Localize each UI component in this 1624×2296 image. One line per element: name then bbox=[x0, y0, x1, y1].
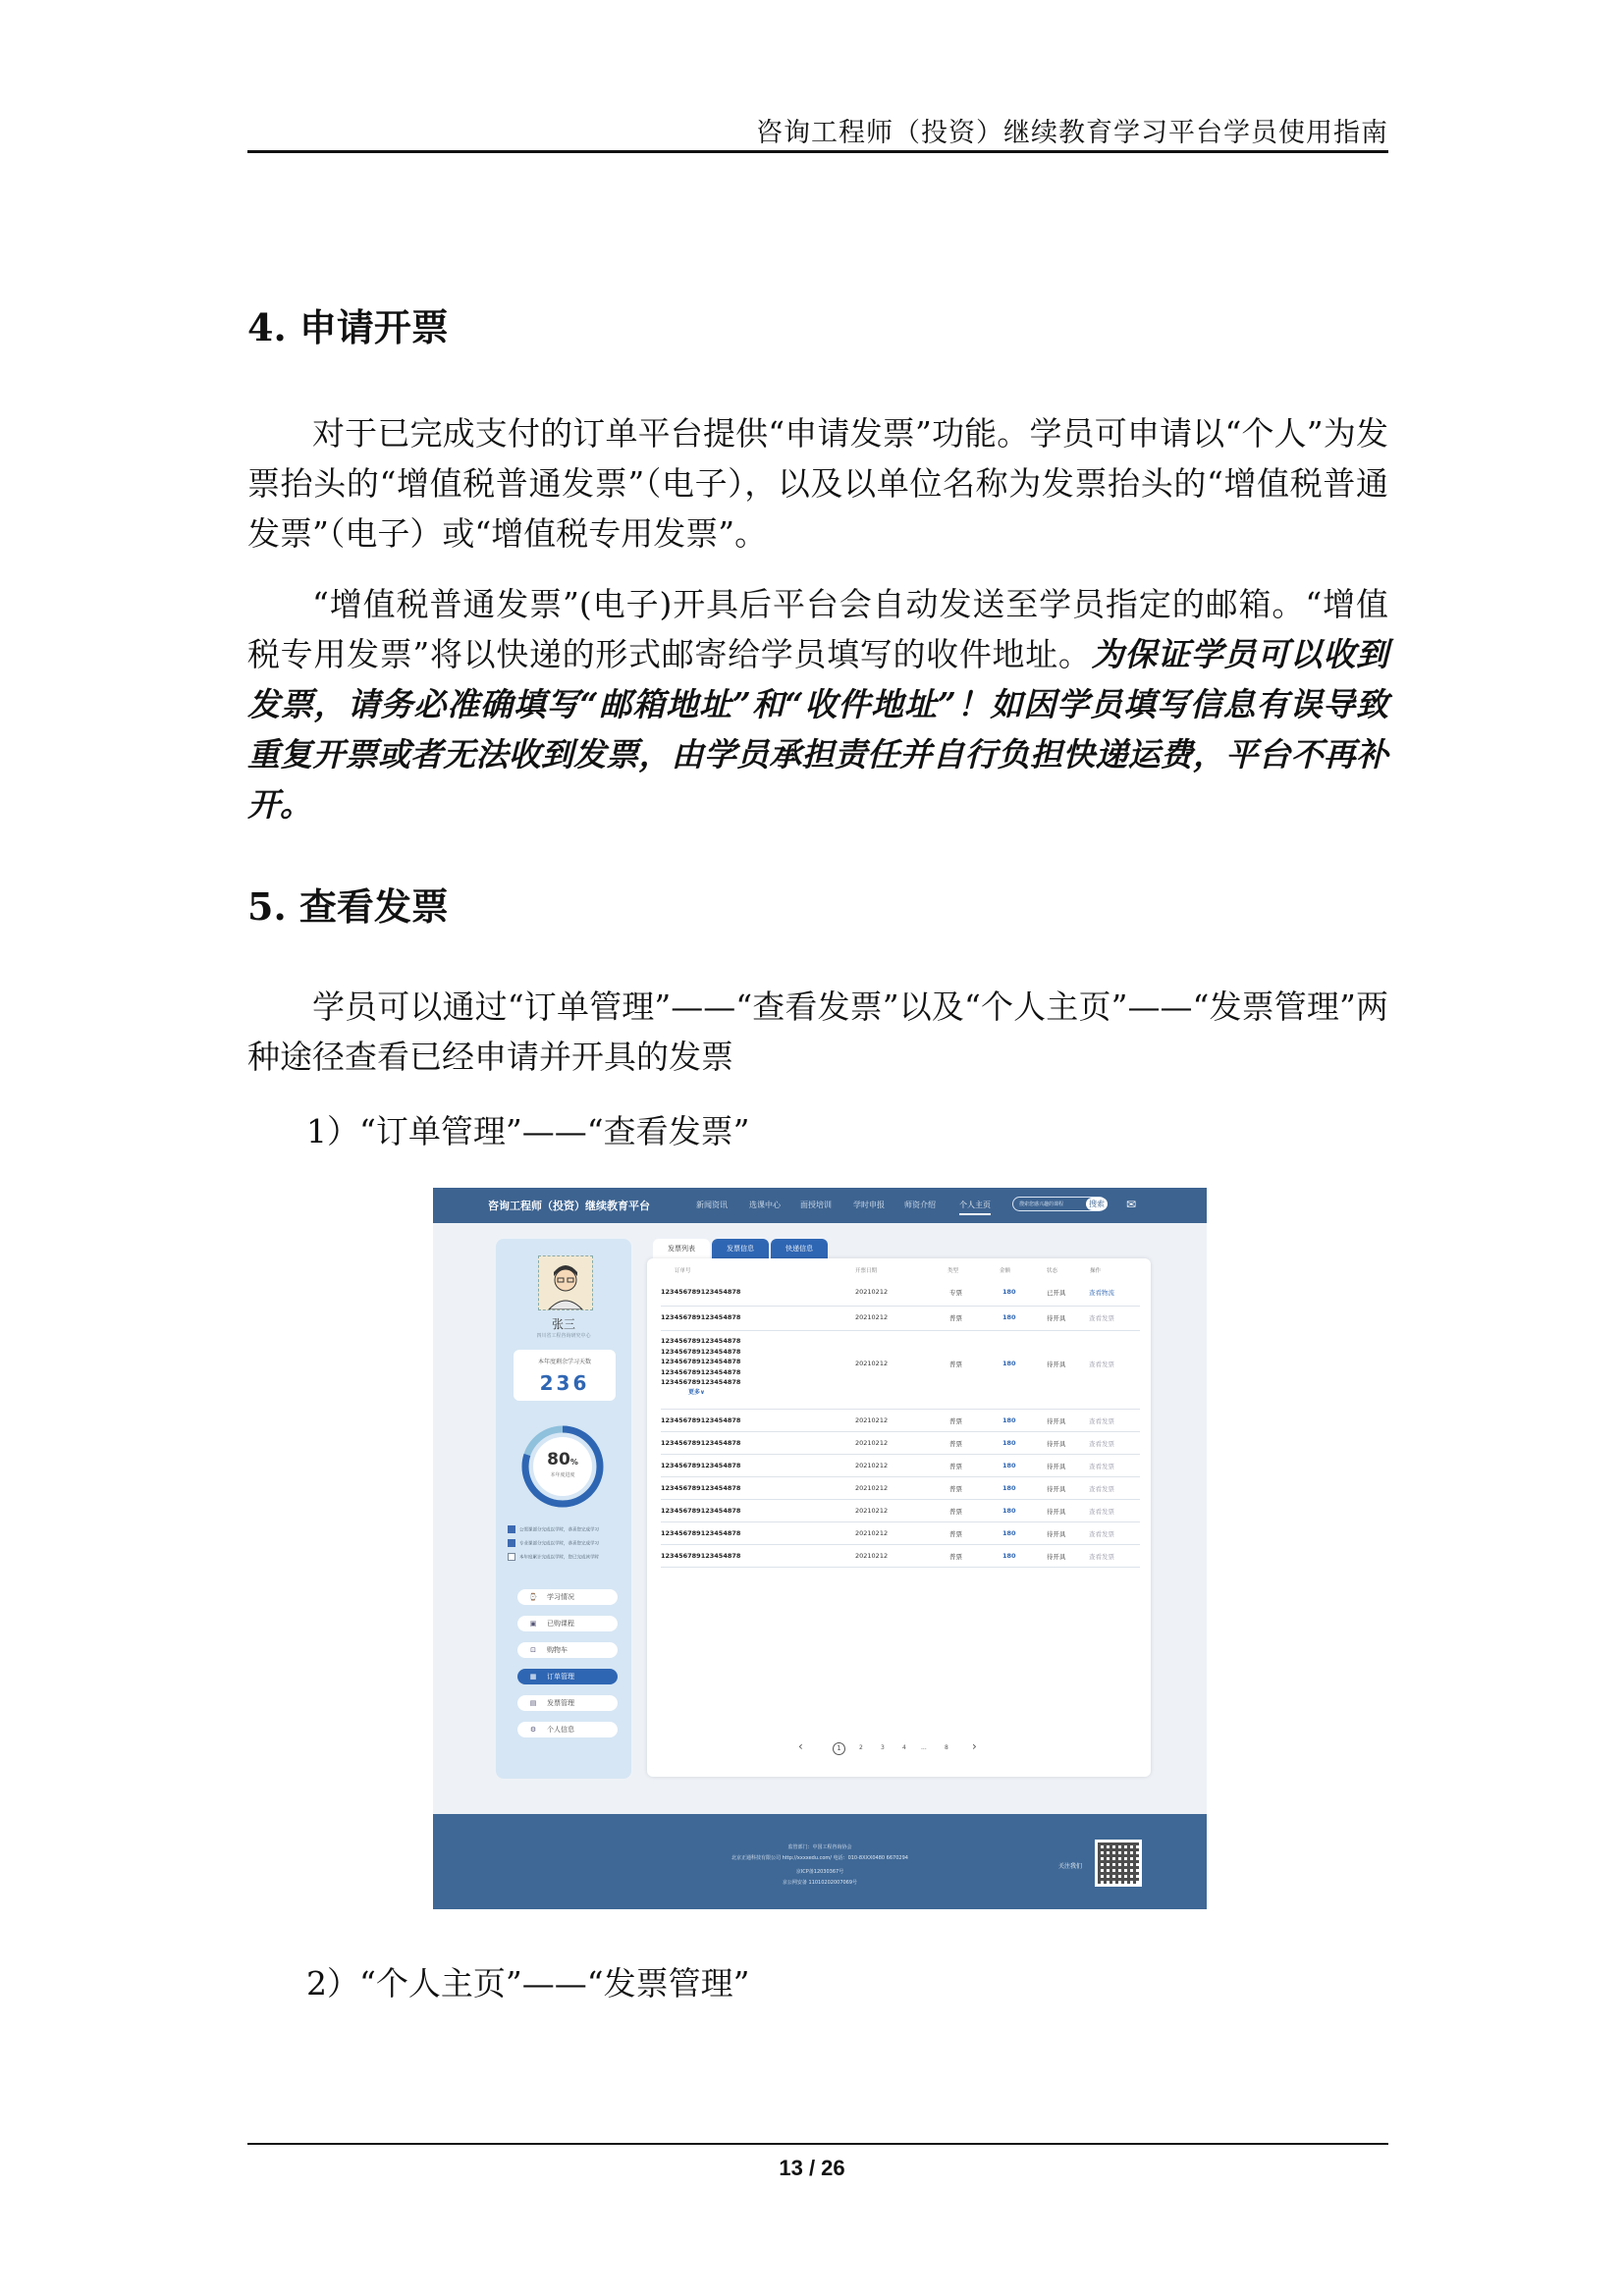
top-nav-bar bbox=[433, 1188, 1207, 1223]
invoice-status: 待开具 bbox=[1047, 1485, 1066, 1493]
table-row bbox=[661, 1476, 1140, 1500]
table-row bbox=[661, 1454, 1140, 1477]
column-header-amount: 金额 bbox=[1000, 1268, 1011, 1274]
invoice-date: 20210212 bbox=[855, 1439, 889, 1447]
more-orders-toggle[interactable]: 更多∨ bbox=[688, 1388, 705, 1396]
menu-order-management[interactable]: ▦ 订单管理 bbox=[517, 1669, 618, 1684]
order-number: 123456789123454878 bbox=[661, 1507, 741, 1515]
gear-icon: ⚙ bbox=[529, 1726, 537, 1734]
order-number: 123456789123454878 bbox=[661, 1416, 741, 1424]
column-header-order: 订单号 bbox=[675, 1268, 691, 1274]
invoice-status: 待开具 bbox=[1047, 1530, 1066, 1538]
site-footer bbox=[433, 1814, 1207, 1909]
invoice-date: 20210212 bbox=[855, 1552, 889, 1560]
page-1-button[interactable]: 1 bbox=[833, 1742, 845, 1755]
message-icon[interactable]: ✉ bbox=[1126, 1198, 1137, 1211]
invoice-date: 20210212 bbox=[855, 1484, 889, 1492]
table-row bbox=[661, 1431, 1140, 1455]
paragraph-2-normal-text: “增值税普通发票”(电子)开具后平台会自动发送至学员指定的邮箱。“增值税专用发票”将以快递的形式邮寄给学员填写的收件地址。 bbox=[247, 585, 1388, 673]
footer-supervisor: 监管部门：中国工程咨询协会 bbox=[787, 1844, 852, 1850]
invoice-status: 待开具 bbox=[1047, 1440, 1066, 1448]
column-header-type: 类型 bbox=[947, 1268, 959, 1274]
order-number: 123456789123454878 bbox=[661, 1462, 741, 1469]
nav-item-news[interactable]: 新闻资讯 bbox=[696, 1201, 728, 1209]
table-row bbox=[661, 1330, 1140, 1410]
follow-us-label: 关注我们 bbox=[1058, 1863, 1083, 1870]
invoice-status: 待开具 bbox=[1047, 1463, 1066, 1470]
avatar bbox=[538, 1255, 593, 1310]
order-number: 123456789123454878 bbox=[661, 1529, 741, 1537]
subsection-2-title: 2）“个人主页”——“发票管理” bbox=[306, 1964, 750, 2002]
cart-icon: ⊡ bbox=[530, 1646, 536, 1654]
prev-page-icon[interactable]: ‹ bbox=[798, 1739, 803, 1753]
section-5-heading: 5. 查看发票 bbox=[247, 884, 449, 929]
invoice-amount: 180 bbox=[1002, 1462, 1016, 1469]
invoice-amount: 180 bbox=[1002, 1313, 1016, 1321]
user-name: 张三 bbox=[551, 1317, 575, 1331]
order-management-screenshot bbox=[433, 1188, 1207, 1909]
column-header-action: 操作 bbox=[1090, 1268, 1102, 1274]
invoice-status: 已开具 bbox=[1047, 1289, 1066, 1297]
clock-icon: ⌚ bbox=[528, 1593, 538, 1601]
invoice-date: 20210212 bbox=[855, 1529, 889, 1537]
invoice-amount: 180 bbox=[1002, 1552, 1016, 1560]
menu-purchased-courses[interactable]: ▣ 已购课程 bbox=[517, 1616, 618, 1631]
order-number-list: 123456789123454878 123456789123454878 123456789123454878 123456789123454878 123456789123454878 更多∨ bbox=[661, 1336, 740, 1398]
order-number: 123456789123454878 bbox=[661, 1552, 741, 1560]
view-invoice-link[interactable]: 查看发票 bbox=[1089, 1508, 1114, 1516]
page-number: 13 / 26 bbox=[779, 2156, 845, 2180]
pagination-ellipsis: ... bbox=[921, 1744, 927, 1751]
completion-check-2: 专业课部分完成以学时，恭喜您完成学习 bbox=[508, 1539, 599, 1547]
tab-invoice-list[interactable]: 发票列表 bbox=[653, 1239, 710, 1258]
invoice-type: 普票 bbox=[949, 1417, 962, 1425]
section-5-paragraph: 学员可以通过“订单管理”——“查看发票”以及“个人主页”——“发票管理”两种途径查看已经申请并开具的发票 bbox=[247, 988, 1388, 1076]
menu-invoice-management[interactable]: ▤ 发票管理 bbox=[517, 1695, 618, 1711]
order-number: 123456789123454878 bbox=[661, 1439, 741, 1447]
page-4-button[interactable]: 4 bbox=[902, 1744, 906, 1751]
nav-item-hours[interactable]: 学时申报 bbox=[853, 1201, 885, 1209]
invoice-type: 普票 bbox=[949, 1440, 962, 1448]
search-button[interactable]: 搜索 bbox=[1086, 1198, 1108, 1210]
running-header: 咨询工程师（投资）继续教育学习平台学员使用指南 bbox=[756, 118, 1388, 148]
invoice-type: 普票 bbox=[949, 1314, 962, 1322]
menu-personal-info[interactable]: ⚙ 个人信息 bbox=[517, 1722, 618, 1737]
invoice-type: 普票 bbox=[949, 1485, 962, 1493]
nav-item-training[interactable]: 面授培训 bbox=[800, 1201, 832, 1209]
view-invoice-link[interactable]: 查看发票 bbox=[1089, 1485, 1114, 1493]
section-4-paragraph-1: 对于已完成支付的订单平台提供“申请发票”功能。学员可申请以“个人”为发票抬头的“增值税普通发票”（电子），以及以单位名称为发票抬头的“增值税普通发票”（电子）或“增值税专用发票”。 bbox=[247, 414, 1388, 553]
view-invoice-link[interactable]: 查看发票 bbox=[1089, 1553, 1114, 1561]
view-invoice-link[interactable]: 查看发票 bbox=[1089, 1530, 1114, 1538]
invoice-amount: 180 bbox=[1002, 1288, 1016, 1296]
footer-police-record: 京公网安备 11010202007069号 bbox=[782, 1880, 858, 1886]
remaining-days-card bbox=[514, 1350, 616, 1401]
profile-sidebar bbox=[496, 1239, 631, 1779]
remaining-days-label: 本年度剩余学习天数 bbox=[537, 1359, 591, 1365]
qr-code bbox=[1095, 1840, 1142, 1887]
column-header-date: 开票日期 bbox=[855, 1268, 878, 1274]
tab-delivery-info[interactable]: 快递信息 bbox=[771, 1239, 828, 1258]
invoice-date: 20210212 bbox=[855, 1462, 889, 1469]
invoice-status: 待开具 bbox=[1047, 1417, 1066, 1425]
invoice-type: 普票 bbox=[949, 1553, 962, 1561]
invoice-amount: 180 bbox=[1002, 1439, 1016, 1447]
menu-study-status[interactable]: ⌚ 学习情况 bbox=[517, 1589, 618, 1605]
table-row bbox=[661, 1499, 1140, 1522]
header-rule bbox=[247, 150, 1388, 153]
invoice-status: 待开具 bbox=[1047, 1508, 1066, 1516]
invoice-type: 普票 bbox=[949, 1463, 962, 1470]
view-logistics-link[interactable]: 查看物流 bbox=[1089, 1289, 1114, 1297]
invoice-amount: 180 bbox=[1002, 1507, 1016, 1515]
paragraph-2-emphasis-text: 为保证学员可以收到发票，请务必准确填写“邮箱地址”和“收件地址”！如因学员填写信息有误导致重复开票或者无法收到发票，由学员承担责任并自行负担快递运费，平台不再补开。 bbox=[247, 635, 1389, 824]
table-row bbox=[661, 1276, 1140, 1307]
invoice-type: 普票 bbox=[949, 1361, 962, 1368]
table-row bbox=[661, 1522, 1140, 1545]
order-icon: ▦ bbox=[529, 1673, 537, 1681]
view-invoice-link[interactable]: 查看发票 bbox=[1089, 1361, 1114, 1368]
page-3-button[interactable]: 3 bbox=[881, 1744, 885, 1751]
invoice-amount: 180 bbox=[1002, 1360, 1016, 1367]
table-row bbox=[661, 1544, 1140, 1568]
menu-cart[interactable]: ⊡ 购物车 bbox=[517, 1642, 618, 1658]
checked-icon bbox=[508, 1539, 515, 1547]
invoice-status: 待开具 bbox=[1047, 1553, 1066, 1561]
tab-invoice-info[interactable]: 发票信息 bbox=[712, 1239, 769, 1258]
next-page-icon[interactable]: › bbox=[972, 1739, 977, 1753]
view-invoice-link[interactable]: 查看发票 bbox=[1089, 1417, 1114, 1425]
invoice-table-card bbox=[647, 1258, 1151, 1777]
invoice-type: 普票 bbox=[949, 1508, 962, 1516]
footer-icp: 京ICP备12030367号 bbox=[795, 1869, 844, 1875]
unchecked-icon bbox=[508, 1553, 515, 1561]
invoice-date: 20210212 bbox=[855, 1416, 889, 1424]
page-2-button[interactable]: 2 bbox=[859, 1744, 863, 1751]
section-4-paragraph-2 bbox=[247, 579, 1388, 829]
footer-rule bbox=[247, 2143, 1388, 2145]
search-input[interactable]: 搜索您感兴趣的课程 bbox=[1012, 1197, 1107, 1211]
invoice-type: 普票 bbox=[949, 1530, 962, 1538]
order-number: 123456789123454878 bbox=[661, 1484, 741, 1492]
completion-check-1: 公需课部分完成以学时，恭喜您完成学习 bbox=[508, 1525, 599, 1533]
invoice-date: 20210212 bbox=[855, 1360, 889, 1367]
subsection-1-title: 1）“订单管理”——“查看发票” bbox=[306, 1112, 750, 1150]
column-header-status: 状态 bbox=[1047, 1268, 1058, 1274]
invoice-date: 20210212 bbox=[855, 1288, 889, 1296]
view-invoice-link[interactable]: 查看发票 bbox=[1089, 1440, 1114, 1448]
invoice-amount: 180 bbox=[1002, 1484, 1016, 1492]
nav-item-teachers[interactable]: 师资介绍 bbox=[904, 1201, 936, 1209]
page-8-button[interactable]: 8 bbox=[945, 1744, 948, 1751]
invoice-date: 20210212 bbox=[855, 1313, 889, 1321]
site-brand[interactable]: 咨询工程师（投资）继续教育平台 bbox=[488, 1200, 650, 1212]
checked-icon bbox=[508, 1525, 515, 1533]
order-number: 123456789123454878 bbox=[661, 1288, 741, 1296]
user-organization: 四川省工程咨询研究中心 bbox=[536, 1333, 591, 1339]
invoice-icon: ▤ bbox=[529, 1699, 537, 1707]
progress-ring bbox=[518, 1422, 607, 1511]
footer-contact: 北京正通科技有限公司 http://xxxxedu.com/ 电话：010-8XXX0480 6670294 bbox=[731, 1855, 908, 1861]
table-row bbox=[661, 1306, 1140, 1331]
nav-item-course-center[interactable]: 选课中心 bbox=[749, 1201, 781, 1209]
invoice-status: 待开具 bbox=[1047, 1361, 1066, 1368]
invoice-date: 20210212 bbox=[855, 1507, 889, 1515]
remaining-days-value: 236 bbox=[539, 1371, 590, 1395]
progress-percent: 80% bbox=[547, 1450, 578, 1469]
table-row bbox=[661, 1409, 1140, 1432]
progress-label: 本年度进度 bbox=[550, 1472, 575, 1478]
order-number: 123456789123454878 bbox=[661, 1313, 741, 1321]
completion-check-3: 本年度累计完成以学时，您已完成该学时 bbox=[508, 1553, 599, 1561]
nav-item-profile[interactable]: 个人主页 bbox=[959, 1200, 991, 1215]
invoice-status: 待开具 bbox=[1047, 1314, 1066, 1322]
course-icon: ▣ bbox=[529, 1620, 537, 1628]
invoice-type: 专票 bbox=[949, 1289, 962, 1297]
invoice-amount: 180 bbox=[1002, 1529, 1016, 1537]
view-invoice-link[interactable]: 查看发票 bbox=[1089, 1463, 1114, 1470]
section-4-heading: 4. 申请开票 bbox=[247, 305, 449, 349]
invoice-amount: 180 bbox=[1002, 1416, 1016, 1424]
view-invoice-link[interactable]: 查看发票 bbox=[1089, 1314, 1114, 1322]
